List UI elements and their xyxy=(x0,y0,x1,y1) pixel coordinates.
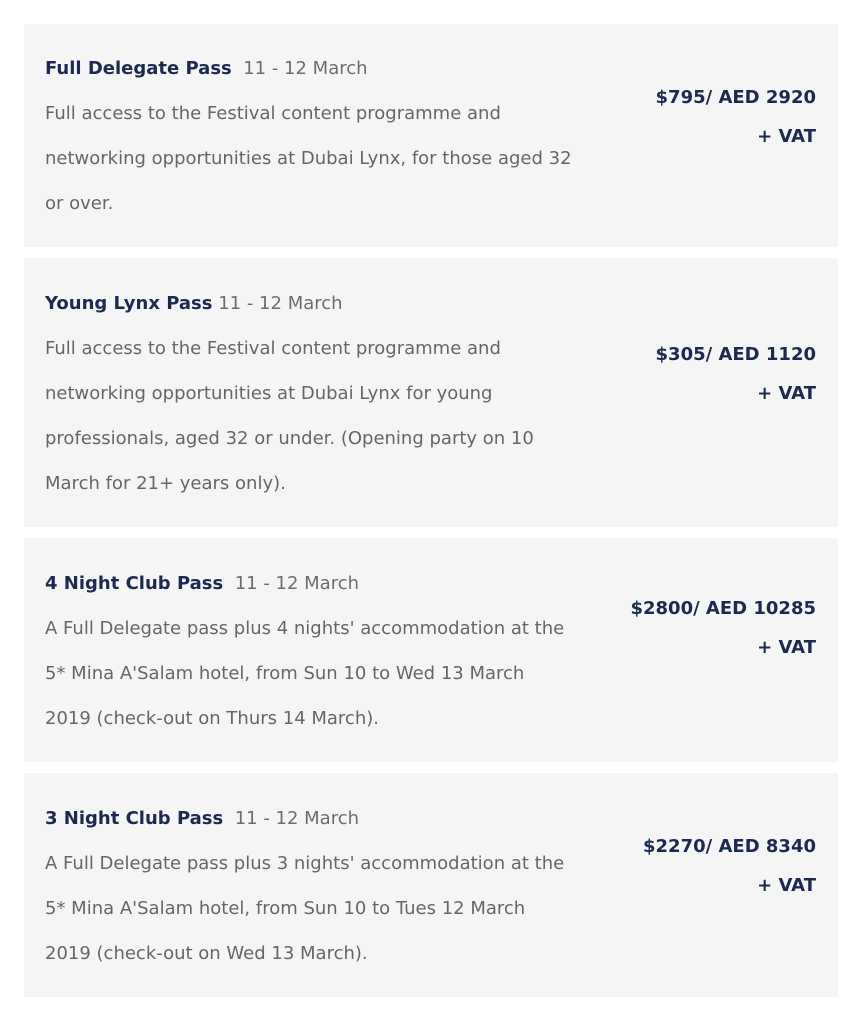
pass-price-block xyxy=(656,78,816,156)
pass-description: A Full Delegate pass plus 3 nights' accommodation at the 5* Mina A'Salam hotel, from Sun 10 to Tues 12 March 2019 (check-out on Wed 13 March). xyxy=(45,853,565,964)
pass-info xyxy=(45,561,575,741)
pass-tax: + VAT xyxy=(757,383,816,404)
pass-card-4-night-club xyxy=(24,538,838,762)
pass-description: Full access to the Festival content programme and networking opportunities at Dubai Lynx, for those aged 32 or over. xyxy=(45,103,572,214)
pass-price-block xyxy=(643,827,816,905)
pass-dates: 11 - 12 March xyxy=(234,573,360,594)
pass-name: Young Lynx Pass xyxy=(45,293,213,314)
pass-heading xyxy=(45,561,575,606)
pass-heading xyxy=(45,796,575,841)
pass-price-block xyxy=(630,589,816,667)
pass-tax: + VAT xyxy=(757,126,816,147)
pass-heading xyxy=(45,281,575,326)
pass-price: $795/ AED 2920 xyxy=(655,87,816,108)
pass-card-full-delegate xyxy=(24,24,838,247)
pass-dates: 11 - 12 March xyxy=(243,58,368,79)
pass-dates: 11 - 12 March xyxy=(218,293,343,314)
pass-tax: + VAT xyxy=(757,637,816,658)
pass-card-young-lynx xyxy=(24,258,838,527)
pass-name: 4 Night Club Pass xyxy=(45,573,224,594)
pass-info xyxy=(45,796,575,976)
pass-info xyxy=(45,281,575,506)
pass-name: Full Delegate Pass xyxy=(45,58,232,79)
pass-price: $2270/ AED 8340 xyxy=(643,836,816,857)
pass-price: $2800/ AED 10285 xyxy=(630,598,816,619)
pass-dates: 11 - 12 March xyxy=(234,808,360,829)
pass-description: Full access to the Festival content programme and networking opportunities at Dubai Lynx for young professionals, aged 32 or under. (Opening party on 10 March for 21+ years only). xyxy=(45,338,534,494)
pass-price: $305/ AED 1120 xyxy=(655,344,816,365)
pass-description: A Full Delegate pass plus 4 nights' accommodation at the 5* Mina A'Salam hotel, from Sun 10 to Wed 13 March 2019 (check-out on Thurs 14 March). xyxy=(45,618,565,729)
pass-tax: + VAT xyxy=(757,875,816,896)
pass-heading xyxy=(45,46,575,91)
pass-name: 3 Night Club Pass xyxy=(45,808,224,829)
pass-price-block xyxy=(656,335,816,413)
pass-card-3-night-club xyxy=(24,773,838,997)
pass-info xyxy=(45,46,575,226)
